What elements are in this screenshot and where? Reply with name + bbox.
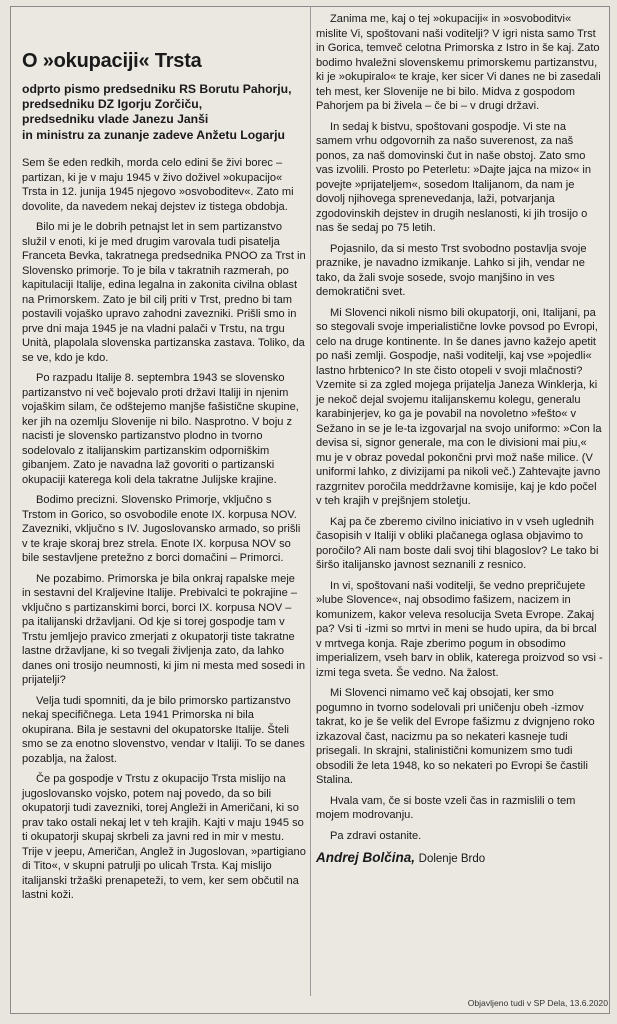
paragraph: Pojasnilo, da si mesto Trst svobodno postavlja svoje praznike, je navadno izmikanje. Lahko si jih, vendar ne tako, da žali svoje sosede, svojo manjšino in ves demokratični svet. [316, 242, 587, 298]
paragraph: Zanima me, kaj o tej »okupaciji« in »osvoboditvi« mislite Vi, spoštovani naši voditelji? V igri nista samo Trst in Gorica, temveč celotna Primorska z Istro in še kaj. Zato bodimo hvaležni slovenskemu primorskemu partizanstvu, ki je »okupiralo« te kraje, ker sicer Vi danes ne bi zasedali teh mest, ker Slovenije ne bi bilo. Midva z gospodom Pahorjem pa bi živela – če bi – v drugi državi. [316, 13, 601, 112]
paragraph: Velja tudi spomniti, da je bilo primorsko partizanstvo nekaj specifičnega. Leta 1941 Primorska ni bila okupirana. Bila je sestavni del okupatorske Italije. Šteli smo se za enotno slovenstvo, vendar v Italiji. To se danes pozablja, na žalost. [22, 694, 305, 765]
paragraph: Hvala vam, če si boste vzeli čas in razmislili o tem mojem modrovanju. [316, 794, 576, 821]
article-title: O »okupaciji« Trsta [22, 50, 202, 72]
paragraph: Mi Slovenci nikoli nismo bili okupatorji, oni, Italijani, pa so stegovali svoje imperialistične lovke povsod po Evropi, celo na druge kontinente. In še danes javno kažejo apetit po naši zemlji. Gospodje, naši voditelji, kaj vse »pojedli« lastno hrbtenico? In ste čisto otopeli v svoji mlačnosti? Vzemite si za zgled mojega prijatelja Janeza Winklerja, ki je nekoč dejal svojemu italijanskemu kolegu, generalu karabinjerjev, ko ga je povabil na novoletno »fešto« v Sežano in se je le-ta izgovarjal na svojo uniformo: »Con la devisa si, signor generale, ma con le divisioni mai piu,« mu je v obraz povedal pokončni prvi mož naše milice. (V uniformi lahko, z divizijami pa nikoli več.) Zahtevajte javno razgrnitev poročila meddržavne komisije, kaj je kdo počel v teh krajih v prejšnjem stoletju. [316, 306, 602, 507]
subtitle-line: predsedniku DZ Igorju Zorčiču, [22, 97, 203, 112]
right-column [316, 12, 603, 867]
author-name: Andrej Bolčina, [316, 850, 416, 865]
paragraph: Sem še eden redkih, morda celo edini še živi borec – partizan, ki je v maju 1945 v živo doživel »okupacijo« Trsta in 12. junija 1945 njegovo »osvoboditev«. Zato mi dovolite, da navedem nekaj dejstev iz tistega obdobja. [22, 157, 294, 213]
article-subtitle [22, 82, 312, 143]
subtitle-line: predsedniku vlade Janezu Janši [22, 112, 209, 127]
paragraph: In sedaj k bistvu, spoštovani gospodje. Vi ste na samem vrhu odgovornih za našo suverenost, za naš ponos, za naš domovinski čut in naše obstoj. Zato smo vas izvolili. Prosto po Peterletu: »Dajte jajca na mizo« in povejte »prijateljem«, sosedom Italijanom, da nam je dovolj njihovega sprenevedanja, laži, potvarjanja zgodovinskih dejstev in drugih neslanosti, ki jih trosijo o nas še sedaj po 75 letih. [316, 120, 592, 234]
paragraph: Bilo mi je le dobrih petnajst let in sem partizanstvo služil v enoti, ki je med drugim varovala tudi pisatelja Franceta Bevka, takratnega predsednika PNOO za Trst in Slovensko primorje. To je bila v takratnih razmerah, po kapitulaciji Italije, edina legalna in zakonita civilna oblast na Primorskem. Zato je bil cilj priti v Trst, predno bi tam postavili vojaško upravo zahodni zavezniki. Prišli smo in prve dni maja 1945 je na vladni palači v Trstu, na trgu Unità, plapolala slovenska partizanska zastava. Toliko, da se ve, kdo je kdo. [22, 221, 306, 364]
closing-line: Pa zdravi ostanite. [330, 829, 422, 842]
subtitle-line: odprto pismo predsedniku RS Borutu Pahorju, [22, 82, 292, 96]
author-place: Dolenje Brdo [418, 853, 486, 865]
paragraph: Po razpadu Italije 8. septembra 1943 se slovensko partizanstvo ni več bojevalo proti državi Italiji in njenim vojaškim silam, če odštejemo manjše fašistične skupine, ker jih na ozemlju Slovenije ni bilo. Nasprotno. V boju z nacisti je slovensko partizanstvo plodno in tvorno sodelovalo z italijanskim partizanskim odporniškim gibanjem. Zato je navadna laž govoriti o partizanski okupaciji katerega koli dela takratne Julijske krajine. [22, 372, 299, 486]
paragraph: In vi, spoštovani naši voditelji, še vedno prepričujete »lube Slovence«, naj obsodimo fašizem, nacizem in komunizem, kakor veleva resolucija Sveta Evrope. Zakaj pa? Vsi ti -izmi so mrtvi in meni se hudo upira, da bi brcal v mrtvega konja. Raje zberimo pogum in obsodimo imperializem, vseh barv in oblik, katerega proizvod so vsi -izmi tega sveta. Še vedno. Na žalost. [316, 579, 603, 679]
paragraph: Bodimo precizni. Slovensko Primorje, vključno s Trstom in Gorico, so osvobodile enote IX. korpusa NOV. Zavezniki, vključno s IV. Jugoslovansko armado, so prišli v te kraje skoraj brez strela. Enote IX. korpusa NOV so bile sestavljene pretežno z borci domačini – Primorci. [22, 494, 301, 564]
paragraph: Ne pozabimo. Primorska je bila onkraj rapalske meje in sestavni del Kraljevine Italije. Prebivalci te pokrajine – vključno s partizanskimi borci, borci IX. korpusa NOV – pa italijanski državljani. Od kje si torej gospodje tam v Trstu jemljejo pravico zmerjati z okupatorji tiste takratne lastne državljane, ki so tvegali življenja zato, da lahko danes oni trosijo neumnosti, ki jim ni mesta med sosedi in prijatelji? [22, 572, 306, 686]
paragraph: Kaj pa če zberemo civilno iniciativo in v vseh uglednih časopisih v Italiji v obliki plačanega oglasa objavimo to poročilo? Ali nam boste dali svoj tihi blagoslov? Le tako bi širšo italijansko javnost seznanili z resnico. [316, 515, 599, 571]
column-divider [310, 6, 311, 996]
paragraph: Če pa gospodje v Trstu z okupacijo Trsta mislijo na jugoslovansko vojsko, potem naj povedo, da so bili okupatorji tudi zavezniki, torej Angleži in Američani, ki so prav tako ostali nekaj let v teh krajih. Kajti v maju 1945 so ti okupatorji skupaj skrbeli za javni red in mir v mestu. Trije v jeepu, Američan, Anglež in Jugoslovan, »partigiano di Tito«, v skupni patrulji po ulicah Trsta. Kaj mislijo italijanski tržaški prenapeteži, to vem, ker sem občutil na lastni koži. [22, 773, 306, 901]
paragraph: Mi Slovenci nimamo več kaj obsojati, ker smo pogumno in tvorno sodelovali pri uničenju obeh -izmov takrat, ko je še velik del Evrope fašizmu z dvignjeno roko izkazoval čast, nacizmu pa so nekateri kasneje tudi prisegali. In skrajni, stalinistični komunizem smo tudi obsodili že leta 1948, ko so nekateri po Evropi še častili Stalina. [316, 687, 595, 786]
left-column [22, 156, 306, 909]
source-note: Objavljeno tudi v SP Dela, 13.6.2020 [467, 998, 608, 1008]
author-signature [316, 851, 603, 867]
subtitle-line: in ministru za zunanje zadeve Anžetu Logarju [22, 127, 285, 142]
